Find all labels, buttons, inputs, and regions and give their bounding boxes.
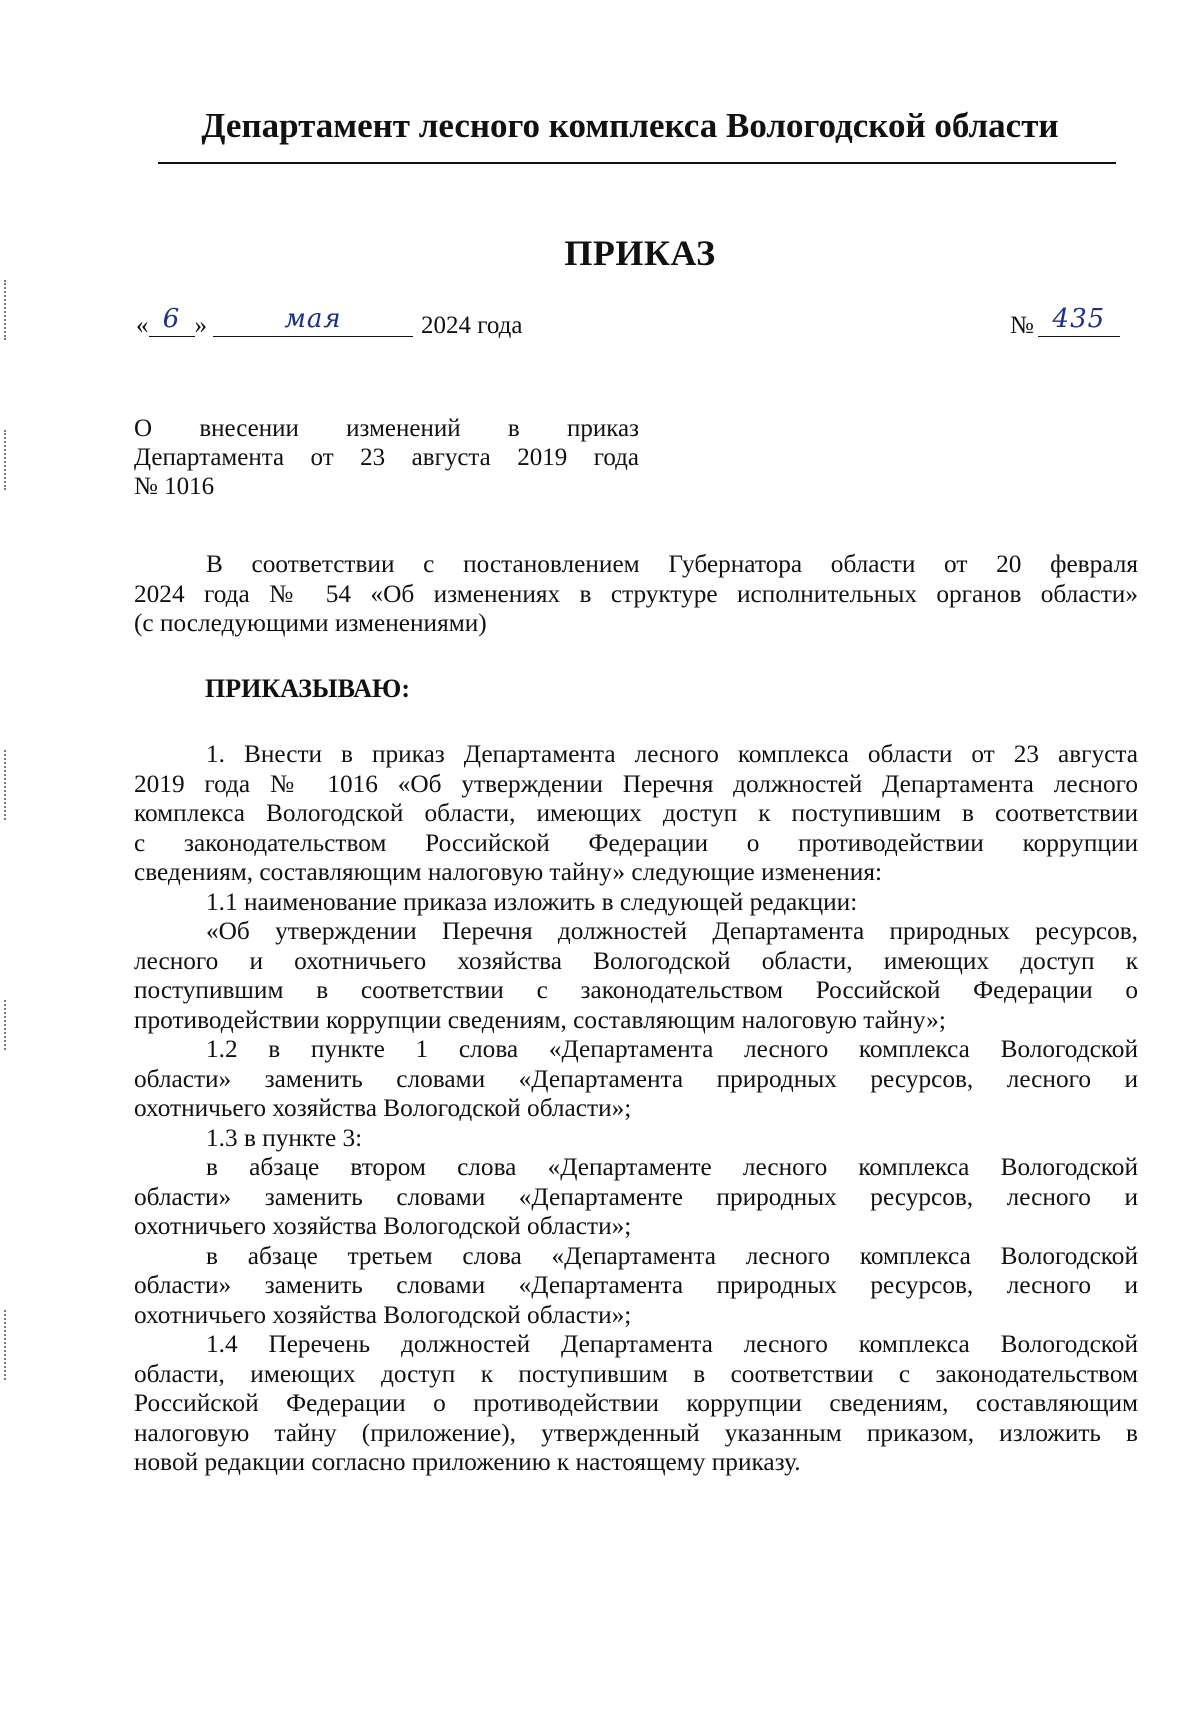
- item-1-line: сведениям, составляющим налоговую тайну» следующие изменения:: [134, 858, 882, 886]
- item-1-2-line: области» заменить словами «Департамента природных ресурсов, лесного и: [134, 1064, 1138, 1093]
- item-1-3-b-line: в абзаце третьем слова «Департамента лесного комплекса Вологодской: [206, 1241, 1138, 1270]
- item-1-2-line: охотничьего хозяйства Вологодской области»;: [134, 1094, 632, 1122]
- subject-line: О внесении изменений в приказ: [134, 415, 639, 442]
- item-1-3-a-line: области» заменить словами «Департаменте природных ресурсов, лесного и: [134, 1182, 1138, 1211]
- close-quote: »: [194, 312, 207, 339]
- number-field: [1038, 304, 1120, 337]
- item-1-3-a-line: в абзаце втором слова «Департаменте лесного комплекса Вологодской: [206, 1153, 1138, 1181]
- item-1-3-b-line: охотничьего хозяйства Вологодской области»;: [134, 1300, 632, 1329]
- item-1-1-text-line: противодействии коррупции сведениям, составляющим налоговую тайну»;: [134, 1005, 946, 1034]
- item-1-line: с законодательством Российской Федерации о противодействии коррупции: [134, 828, 1138, 857]
- item-1-4-line: области, имеющих доступ к поступившим в соответствии с законодательством: [134, 1359, 1138, 1388]
- item-1-4-line: налоговую тайну (приложение), утвержденный указанным приказом, изложить в: [134, 1418, 1138, 1447]
- preamble-line: (с последующими изменениями): [134, 609, 487, 637]
- directive-heading: ПРИКАЗЫВАЮ:: [205, 674, 410, 703]
- item-1-line: 1. Внести в приказ Департамента лесного комплекса области от 23 августа: [206, 740, 1138, 768]
- item-1-4-line: Российской Федерации о противодействии коррупции сведениям, составляющим: [134, 1389, 1138, 1417]
- item-1-4-line: новой редакции согласно приложению к настоящему приказу.: [134, 1448, 801, 1476]
- item-1-1-text-line: лесного и охотничьего хозяйства Вологодской области, имеющих доступ к: [134, 946, 1138, 975]
- preamble-line: 2024 года № 54 «Об изменениях в структуре исполнительных органов области»: [134, 579, 1138, 608]
- number-prefix: №: [1010, 312, 1034, 339]
- item-1-1-text-line: «Об утверждении Перечня должностей Департамента природных ресурсов,: [206, 917, 1138, 945]
- document-type-title: ПРИКАЗ: [564, 233, 716, 273]
- year-text: 2024 года: [421, 312, 523, 339]
- item-1-1-text-line: поступившим в соответствии с законодательством Российской Федерации о: [134, 976, 1138, 1004]
- item-1-3-a-line: охотничьего хозяйства Вологодской области»;: [134, 1212, 632, 1240]
- subject-line: № 1016: [134, 473, 215, 500]
- day-field: [149, 304, 195, 337]
- order-items: [134, 740, 1138, 1478]
- day-handwritten: 6: [162, 304, 181, 334]
- item-1-1: 1.1 наименование приказа изложить в следующей редакции:: [206, 887, 858, 916]
- open-quote: «: [136, 312, 149, 339]
- scan-edge-marks: [4, 280, 12, 1430]
- subject-block: [134, 414, 639, 501]
- month-handwritten: мая: [284, 304, 342, 334]
- item-1-line: 2019 года № 1016 «Об утверждении Перечня должностей Департамента лесного: [134, 769, 1138, 798]
- item-1-3: 1.3 в пункте 3:: [206, 1123, 363, 1152]
- item-1-line: комплекса Вологодской области, имеющих доступ к поступившим в соответствии: [134, 799, 1138, 827]
- subject-line: Департамента от 23 августа 2019 года: [134, 444, 639, 471]
- item-1-3-b-line: области» заменить словами «Департамента природных ресурсов, лесного и: [134, 1271, 1138, 1299]
- date-line: [136, 304, 523, 340]
- number-handwritten: 435: [1052, 304, 1106, 334]
- item-1-4-line: 1.4 Перечень должностей Департамента лесного комплекса Вологодской: [206, 1330, 1138, 1358]
- preamble-line: В соответствии с постановлением Губернатора области от 20 февраля: [206, 550, 1138, 578]
- organization-title: Департамент лесного комплекса Вологодской области: [201, 106, 1059, 145]
- preamble-paragraph: [134, 550, 1138, 639]
- header-rule: [158, 162, 1116, 164]
- month-field: [213, 304, 413, 337]
- order-number: [1010, 304, 1120, 340]
- item-1-2-line: 1.2 в пункте 1 слова «Департамента лесного комплекса Вологодской: [206, 1035, 1138, 1063]
